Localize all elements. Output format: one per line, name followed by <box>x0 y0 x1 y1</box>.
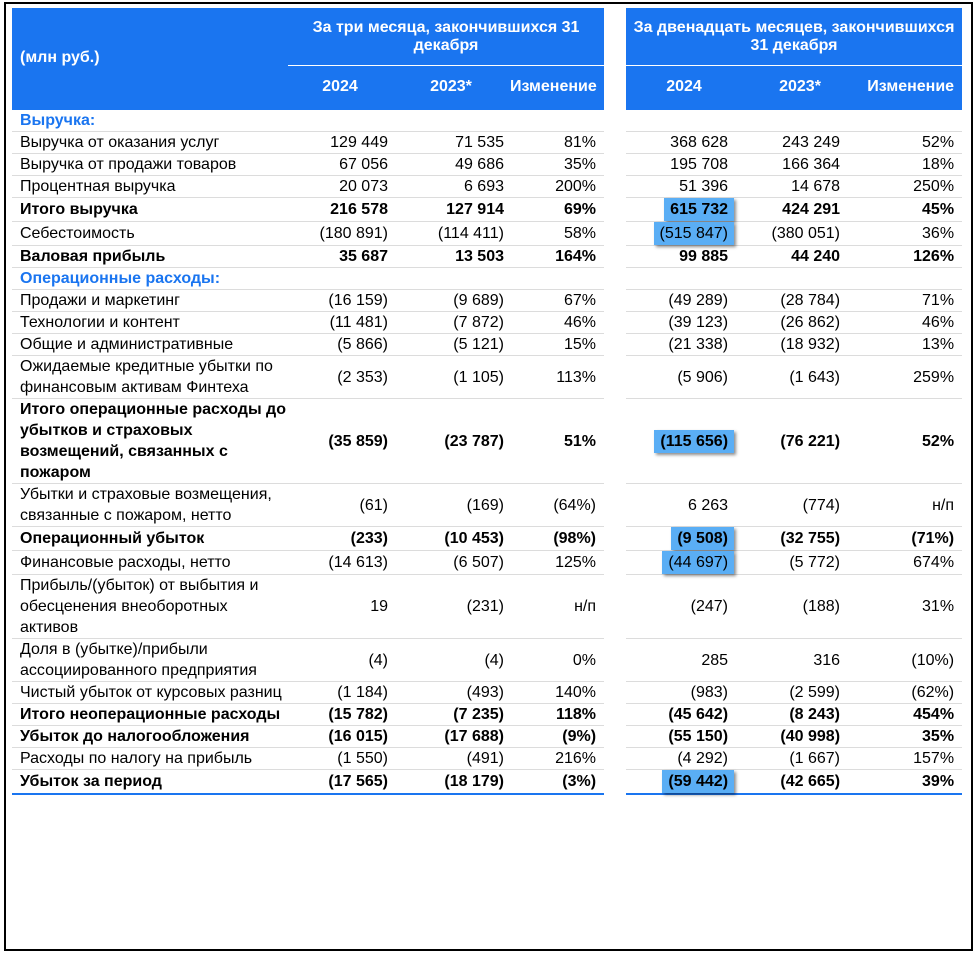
cell-y23: (2 599) <box>742 682 858 704</box>
row-label: Убыток до налогообложения <box>12 726 288 748</box>
cell-y24 <box>626 222 742 246</box>
cell-q24: 129 449 <box>288 132 392 154</box>
cell-qch: 58% <box>510 222 604 246</box>
cell-q23: (114 411) <box>392 222 510 246</box>
cell-y24: (247) <box>626 575 742 639</box>
cell-ych: 35% <box>858 726 962 748</box>
cell-ych: (71%) <box>858 527 962 551</box>
cell-y24: 285 <box>626 639 742 682</box>
row-label: Технологии и контент <box>12 312 288 334</box>
table-row <box>12 176 962 198</box>
twelve-months-header: За двенадцать месяцев, закончившихся 31 декабря <box>626 8 962 66</box>
cell-q24 <box>288 108 392 132</box>
cell-y23: (188) <box>742 575 858 639</box>
cell-qch: (3%) <box>510 770 604 795</box>
row-label: Выручка: <box>12 108 288 132</box>
cell-qch: 216% <box>510 748 604 770</box>
cell-y24 <box>626 770 742 795</box>
table-row <box>12 726 962 748</box>
cell-y23 <box>742 108 858 132</box>
cell-y24 <box>626 268 742 290</box>
cell-q23: 127 914 <box>392 198 510 222</box>
cell-y24: (4 292) <box>626 748 742 770</box>
highlighted-value: (44 697) <box>662 551 734 574</box>
cell-q23: (5 121) <box>392 334 510 356</box>
row-label: Выручка от оказания услуг <box>12 132 288 154</box>
cell-ych: (10%) <box>858 639 962 682</box>
cell-y23: (774) <box>742 484 858 527</box>
cell-ych: 52% <box>858 399 962 484</box>
cell-q24: (61) <box>288 484 392 527</box>
cell-q23: (9 689) <box>392 290 510 312</box>
cell-y23: (42 665) <box>742 770 858 795</box>
cell-q23: (1 105) <box>392 356 510 399</box>
cell-q24: 67 056 <box>288 154 392 176</box>
cell-y23: 424 291 <box>742 198 858 222</box>
cell-y24 <box>626 551 742 575</box>
cell-q23: 6 693 <box>392 176 510 198</box>
cell-y24: (55 150) <box>626 726 742 748</box>
y-change-header: Изменение <box>858 66 962 108</box>
cell-q24: (15 782) <box>288 704 392 726</box>
cell-ych <box>858 268 962 290</box>
row-label: Итого неоперационные расходы <box>12 704 288 726</box>
unit-header: (млн руб.) <box>12 8 288 108</box>
cell-ych: 39% <box>858 770 962 795</box>
cell-qch: 200% <box>510 176 604 198</box>
cell-qch: 46% <box>510 312 604 334</box>
table-row <box>12 575 962 639</box>
table-row <box>12 198 962 222</box>
cell-q24: (1 184) <box>288 682 392 704</box>
cell-y23: 14 678 <box>742 176 858 198</box>
table-row <box>12 527 962 551</box>
row-label: Операционный убыток <box>12 527 288 551</box>
row-label: Чистый убыток от курсовых разниц <box>12 682 288 704</box>
cell-q24: 35 687 <box>288 246 392 268</box>
cell-q24: (16 159) <box>288 290 392 312</box>
cell-qch: (9%) <box>510 726 604 748</box>
income-statement-table <box>12 8 962 795</box>
row-label: Убытки и страховые возмещения, связанные с пожаром, нетто <box>12 484 288 527</box>
table-row <box>12 682 962 704</box>
table-row <box>12 154 962 176</box>
cell-y24 <box>626 198 742 222</box>
cell-qch: 15% <box>510 334 604 356</box>
cell-y23: 44 240 <box>742 246 858 268</box>
cell-y23: 166 364 <box>742 154 858 176</box>
row-label: Убыток за период <box>12 770 288 795</box>
cell-y24: 51 396 <box>626 176 742 198</box>
y-2024-header: 2024 <box>626 66 742 108</box>
table-row <box>12 246 962 268</box>
row-label: Доля в (убытке)/прибыли ассоциированного предприятия <box>12 639 288 682</box>
cell-ych: 674% <box>858 551 962 575</box>
cell-q23: (23 787) <box>392 399 510 484</box>
cell-ych: 126% <box>858 246 962 268</box>
table-row <box>12 748 962 770</box>
cell-q24: (35 859) <box>288 399 392 484</box>
cell-qch: 67% <box>510 290 604 312</box>
table-row <box>12 290 962 312</box>
cell-ych: 13% <box>858 334 962 356</box>
cell-y24: 99 885 <box>626 246 742 268</box>
cell-qch: 0% <box>510 639 604 682</box>
table-row <box>12 551 962 575</box>
cell-qch: 125% <box>510 551 604 575</box>
cell-ych: 31% <box>858 575 962 639</box>
cell-q23: (493) <box>392 682 510 704</box>
table-row <box>12 356 962 399</box>
cell-q23 <box>392 268 510 290</box>
cell-ych: 46% <box>858 312 962 334</box>
cell-y23: (28 784) <box>742 290 858 312</box>
cell-q23: (17 688) <box>392 726 510 748</box>
table-row <box>12 222 962 246</box>
cell-y23: 243 249 <box>742 132 858 154</box>
highlighted-value: (59 442) <box>662 770 734 793</box>
cell-y23 <box>742 268 858 290</box>
cell-qch: 140% <box>510 682 604 704</box>
cell-q23: (491) <box>392 748 510 770</box>
cell-y23: (380 051) <box>742 222 858 246</box>
cell-ych: 45% <box>858 198 962 222</box>
cell-ych: 18% <box>858 154 962 176</box>
cell-q24: (2 353) <box>288 356 392 399</box>
row-label: Прибыль/(убыток) от выбытия и обесценения внеоборотных активов <box>12 575 288 639</box>
cell-qch <box>510 108 604 132</box>
cell-q23 <box>392 108 510 132</box>
table-row <box>12 484 962 527</box>
cell-q23: (6 507) <box>392 551 510 575</box>
cell-y24: (21 338) <box>626 334 742 356</box>
row-label: Валовая прибыль <box>12 246 288 268</box>
row-label: Финансовые расходы, нетто <box>12 551 288 575</box>
row-label: Расходы по налогу на прибыль <box>12 748 288 770</box>
cell-q24: (4) <box>288 639 392 682</box>
cell-qch <box>510 268 604 290</box>
table-body <box>12 108 962 795</box>
cell-q23: (4) <box>392 639 510 682</box>
cell-q24: (1 550) <box>288 748 392 770</box>
table-row <box>12 312 962 334</box>
cell-y23: (5 772) <box>742 551 858 575</box>
cell-ych: 71% <box>858 290 962 312</box>
cell-y24 <box>626 527 742 551</box>
cell-qch: 81% <box>510 132 604 154</box>
cell-ych <box>858 108 962 132</box>
cell-q24: 216 578 <box>288 198 392 222</box>
row-label: Процентная выручка <box>12 176 288 198</box>
section-row <box>12 268 962 290</box>
cell-q24: (14 613) <box>288 551 392 575</box>
highlighted-value: 615 732 <box>664 198 734 221</box>
cell-q23: 49 686 <box>392 154 510 176</box>
cell-q24: 20 073 <box>288 176 392 198</box>
cell-q23: 71 535 <box>392 132 510 154</box>
cell-q23: 13 503 <box>392 246 510 268</box>
cell-ych: 36% <box>858 222 962 246</box>
cell-qch: (98%) <box>510 527 604 551</box>
cell-y23: (76 221) <box>742 399 858 484</box>
cell-qch: н/п <box>510 575 604 639</box>
cell-qch: 69% <box>510 198 604 222</box>
row-label: Ожидаемые кредитные убытки по финансовым активам Финтеха <box>12 356 288 399</box>
cell-q23: (10 453) <box>392 527 510 551</box>
cell-y24: (5 906) <box>626 356 742 399</box>
y-2023-header: 2023* <box>742 66 858 108</box>
row-label: Операционные расходы: <box>12 268 288 290</box>
cell-y23: (8 243) <box>742 704 858 726</box>
cell-q24: (11 481) <box>288 312 392 334</box>
row-label: Общие и административные <box>12 334 288 356</box>
section-row <box>12 108 962 132</box>
cell-q24: (233) <box>288 527 392 551</box>
cell-y24: (45 642) <box>626 704 742 726</box>
cell-q23: (231) <box>392 575 510 639</box>
cell-y23: (1 643) <box>742 356 858 399</box>
cell-y23: (1 667) <box>742 748 858 770</box>
cell-q24: (180 891) <box>288 222 392 246</box>
cell-y24: (49 289) <box>626 290 742 312</box>
row-label: Выручка от продажи товаров <box>12 154 288 176</box>
cell-y24: 6 263 <box>626 484 742 527</box>
cell-q24: (17 565) <box>288 770 392 795</box>
cell-q23: (169) <box>392 484 510 527</box>
cell-y23: (32 755) <box>742 527 858 551</box>
q-2024-header: 2024 <box>288 66 392 108</box>
table-row <box>12 770 962 795</box>
cell-qch: 164% <box>510 246 604 268</box>
cell-ych: 52% <box>858 132 962 154</box>
highlighted-value: (9 508) <box>671 527 734 550</box>
cell-ych: 259% <box>858 356 962 399</box>
table-row <box>12 399 962 484</box>
table-row <box>12 639 962 682</box>
cell-y23: (26 862) <box>742 312 858 334</box>
cell-ych: 454% <box>858 704 962 726</box>
three-months-header: За три месяца, закончившихся 31 декабря <box>288 8 604 66</box>
cell-q24: 19 <box>288 575 392 639</box>
row-label: Итого операционные расходы до убытков и страховых возмещений, связанных с пожаром <box>12 399 288 484</box>
cell-q23: (7 872) <box>392 312 510 334</box>
cell-ych: 157% <box>858 748 962 770</box>
row-label: Себестоимость <box>12 222 288 246</box>
highlighted-value: (515 847) <box>654 222 735 245</box>
cell-qch: 35% <box>510 154 604 176</box>
cell-y24 <box>626 399 742 484</box>
cell-q23: (7 235) <box>392 704 510 726</box>
row-label: Продажи и маркетинг <box>12 290 288 312</box>
row-label: Итого выручка <box>12 198 288 222</box>
table-row <box>12 704 962 726</box>
cell-q24: (5 866) <box>288 334 392 356</box>
cell-qch: (64%) <box>510 484 604 527</box>
highlighted-value: (115 656) <box>654 430 734 453</box>
table-row <box>12 132 962 154</box>
cell-qch: 113% <box>510 356 604 399</box>
cell-ych: н/п <box>858 484 962 527</box>
cell-qch: 118% <box>510 704 604 726</box>
cell-y23: (18 932) <box>742 334 858 356</box>
table-row <box>12 334 962 356</box>
q-2023-header: 2023* <box>392 66 510 108</box>
cell-q24: (16 015) <box>288 726 392 748</box>
report-frame <box>4 2 973 951</box>
cell-q24 <box>288 268 392 290</box>
cell-y23: (40 998) <box>742 726 858 748</box>
cell-q23: (18 179) <box>392 770 510 795</box>
cell-y24: (39 123) <box>626 312 742 334</box>
cell-ych: (62%) <box>858 682 962 704</box>
cell-qch: 51% <box>510 399 604 484</box>
cell-y24 <box>626 108 742 132</box>
cell-ych: 250% <box>858 176 962 198</box>
cell-y24: 368 628 <box>626 132 742 154</box>
cell-y24: (983) <box>626 682 742 704</box>
cell-y24: 195 708 <box>626 154 742 176</box>
q-change-header: Изменение <box>510 66 604 108</box>
cell-y23: 316 <box>742 639 858 682</box>
